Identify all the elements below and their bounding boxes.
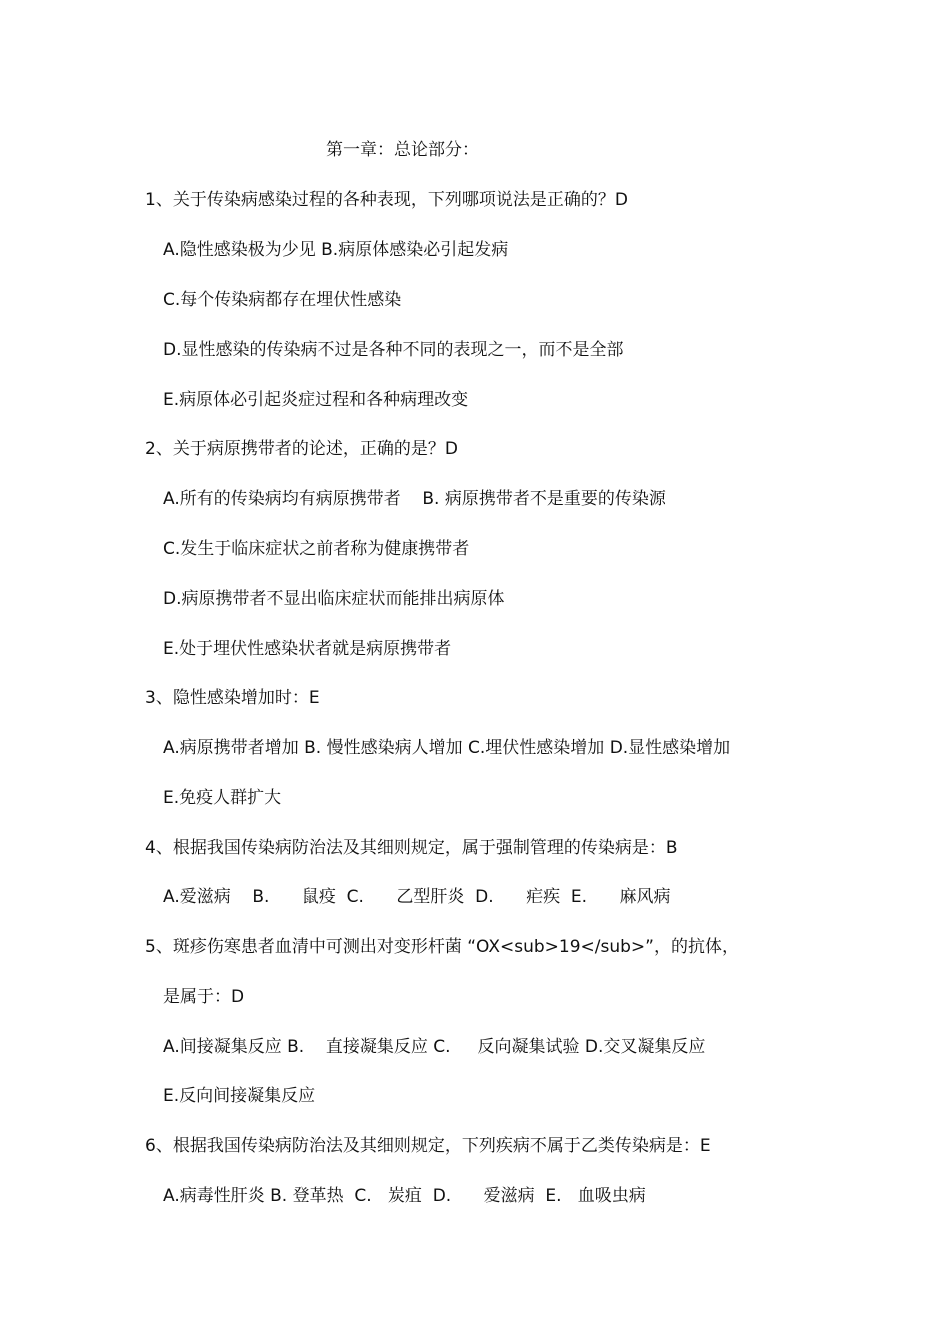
q1-option-d: D.显性感染的传染病不过是各种不同的表现之一，而不是全部 [163,340,624,360]
question-5-continued: 是属于：D [163,987,245,1007]
q2-option-d: D.病原携带者不显出临床症状而能排出病原体 [163,589,505,609]
q1-option-e: E.病原体必引起炎症过程和各种病理改变 [163,390,469,410]
q6-options: A.病毒性肝炎 B. 登革热 C. 炭疽 D. 爱滋病 E. 血吸虫病 [163,1186,646,1206]
question-3: 3、隐性感染增加时：E [145,688,320,708]
question-5: 5、斑疹伤寒患者血清中可测出对变形杆菌 “OX<sub>19</sub>”，的抗体， [145,937,739,957]
q1-options-ab: A.隐性感染极为少见 B.病原体感染必引起发病 [163,240,509,260]
question-6: 6、根据我国传染病防治法及其细则规定，下列疾病不属于乙类传染病是：E [145,1136,711,1156]
q2-options-ab: A.所有的传染病均有病原携带者 B. 病原携带者不是重要的传染源 [163,489,666,509]
q4-options: A.爱滋病 B. 鼠疫 C. 乙型肝炎 D. 疟疾 E. 麻风病 [163,887,671,907]
q3-options-abcd: A.病原携带者增加 B. 慢性感染病人增加 C.埋伏性感染增加 D.显性感染增加 [163,738,731,758]
question-1: 1、关于传染病感染过程的各种表现，下列哪项说法是正确的？D [145,190,628,210]
question-4: 4、根据我国传染病防治法及其细则规定，属于强制管理的传染病是：B [145,838,678,858]
q2-option-e: E.处于埋伏性感染状者就是病原携带者 [163,639,452,659]
q5-option-e: E.反向间接凝集反应 [163,1086,316,1106]
q1-option-c: C.每个传染病都存在埋伏性感染 [163,290,402,310]
q5-options-abcd: A.间接凝集反应 B. 直接凝集反应 C. 反向凝集试验 D.交叉凝集反应 [163,1037,706,1057]
question-2: 2、关于病原携带者的论述，正确的是？D [145,439,458,459]
q2-option-c: C.发生于临床症状之前者称为健康携带者 [163,539,470,559]
chapter-title: 第一章：总论部分： [326,140,479,160]
q3-option-e: E.免疫人群扩大 [163,788,282,808]
